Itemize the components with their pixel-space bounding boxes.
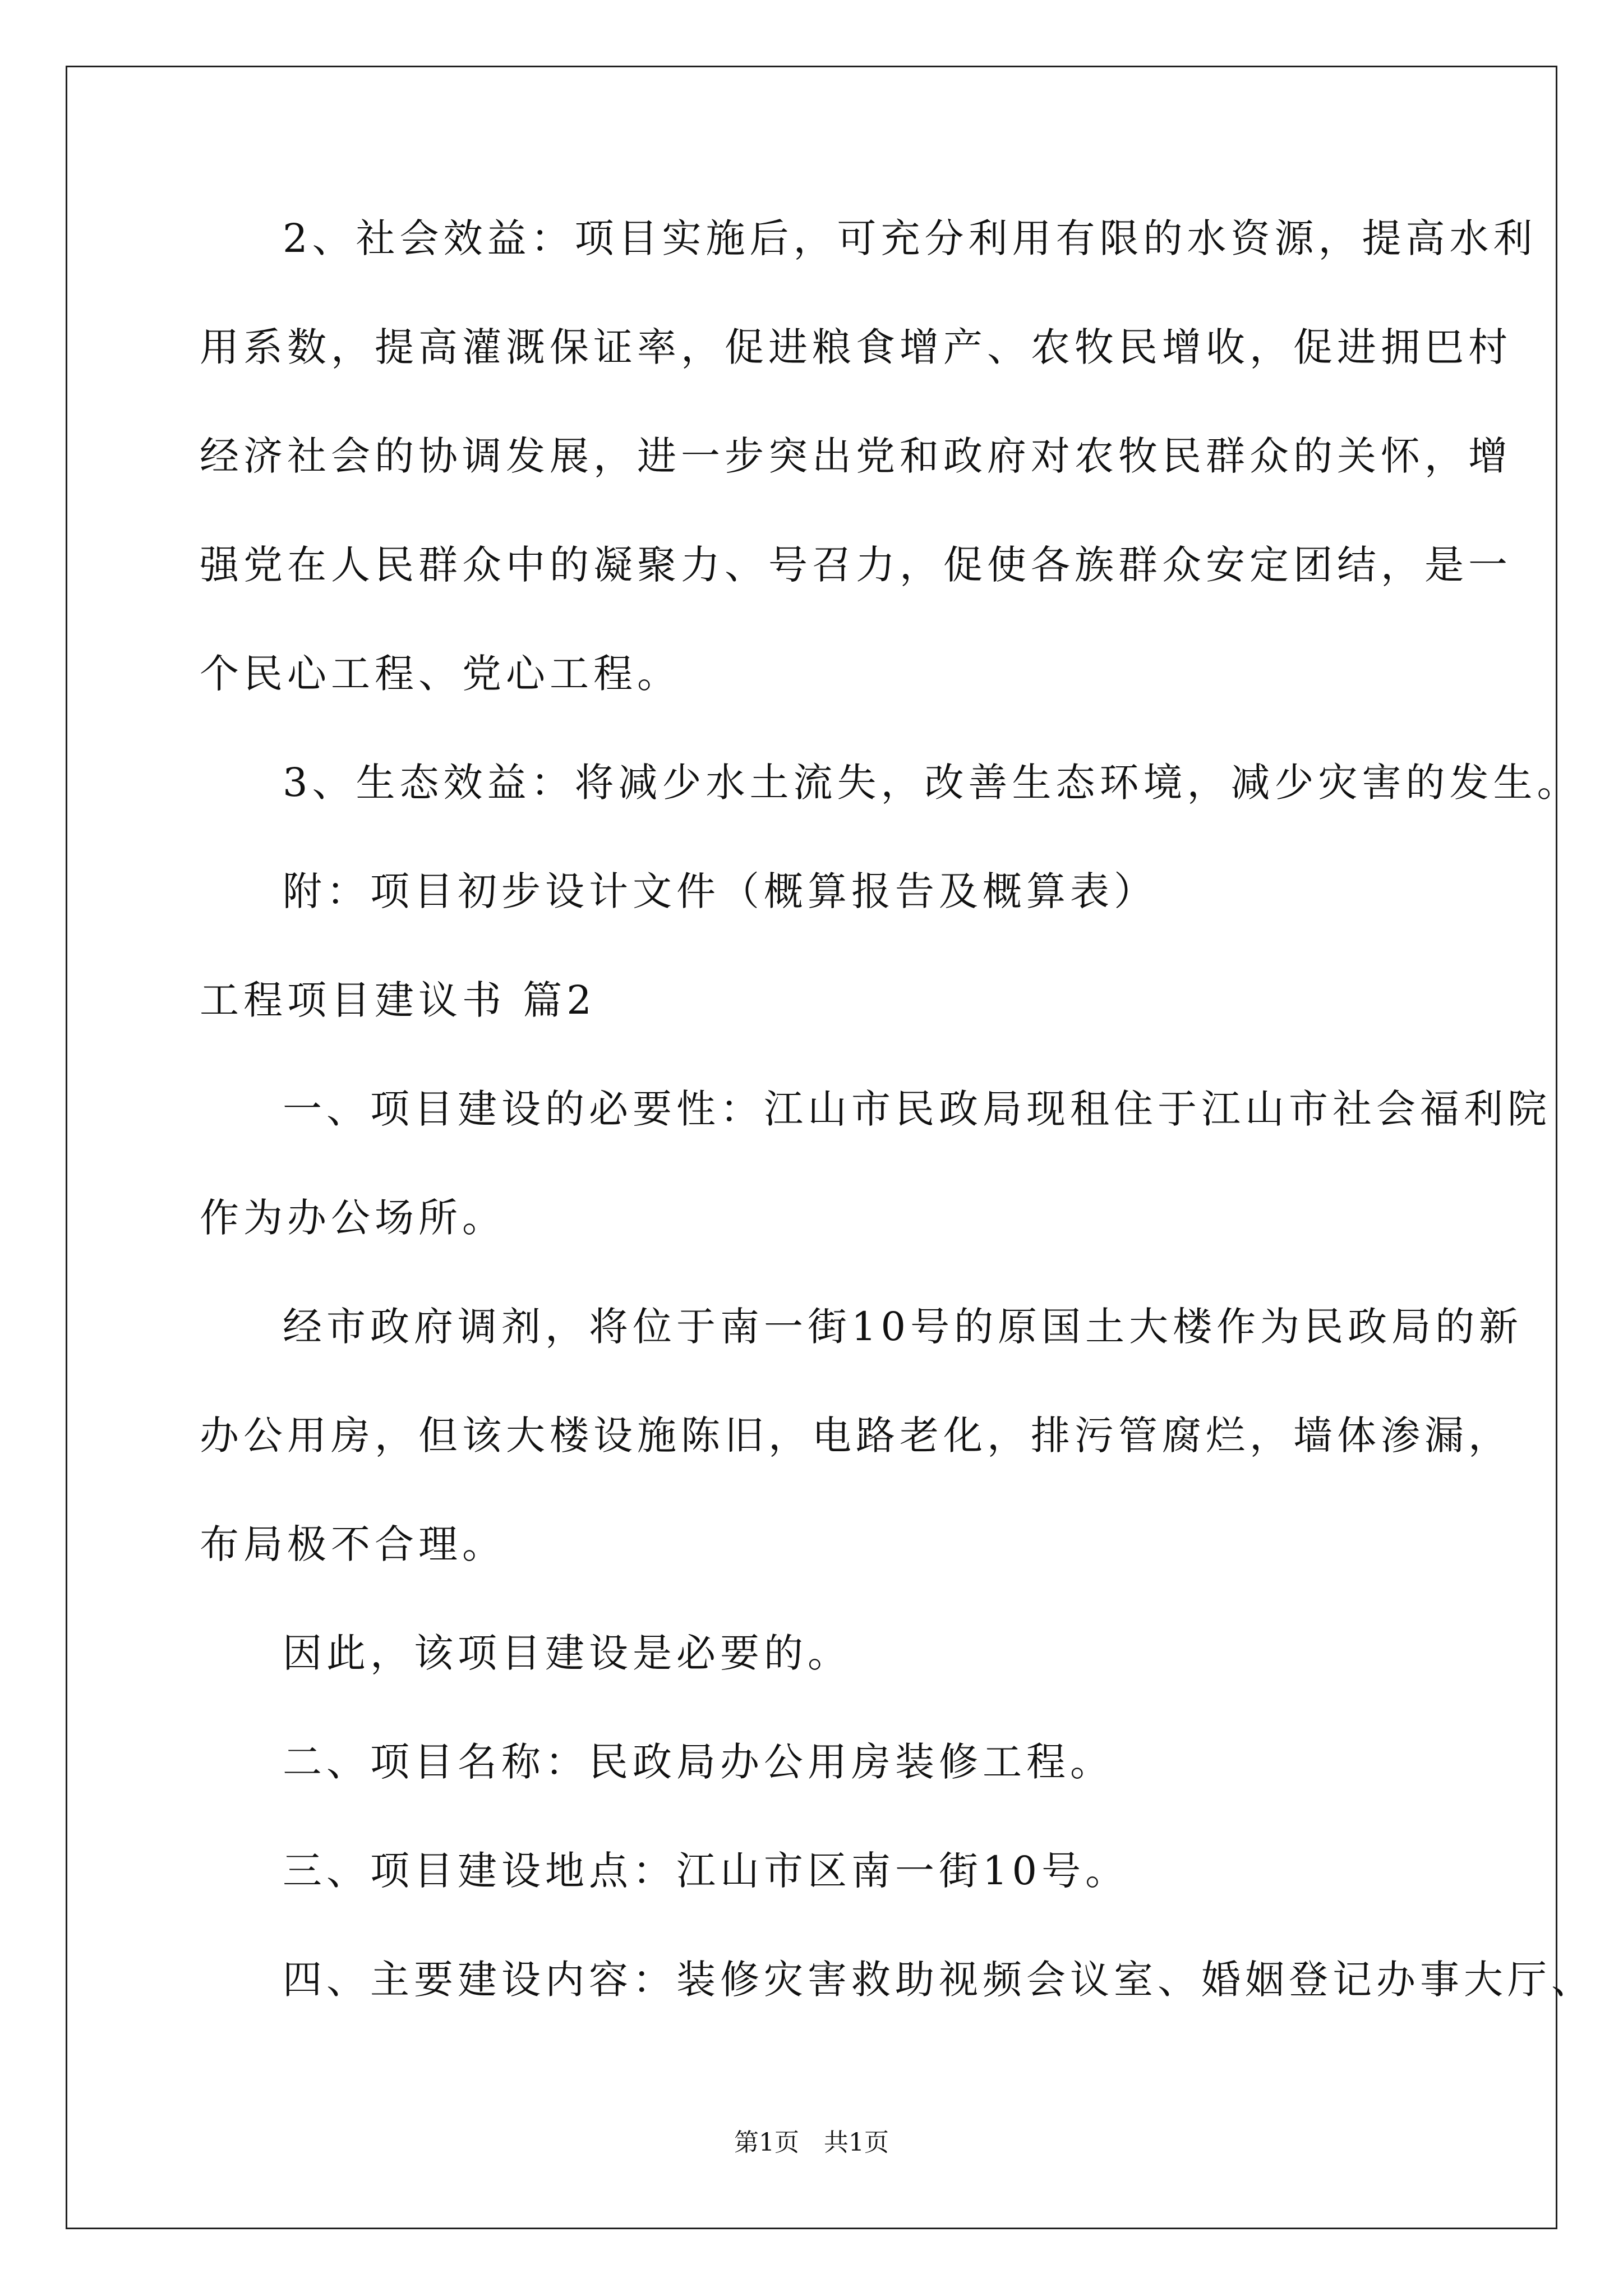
section-heading: 工程项目建议书 篇2 — [200, 977, 596, 1023]
paragraph-line: 因此，该项目建设是必要的。 — [283, 1630, 851, 1676]
paragraph-line: 作为办公场所。 — [200, 1195, 506, 1241]
paragraph-line: 3、生态效益：将减少水土流失，改善生态环境，减少灾害的发生。 — [283, 760, 1581, 806]
paragraph-line: 四、主要建设内容：装修灾害救助视频会议室、婚姻登记办事大厅、 — [283, 1957, 1595, 2003]
paragraph-line: 经市政府调剂，将位于南一街10号的原国土大楼作为民政局的新 — [283, 1304, 1523, 1350]
paragraph-line: 三、项目建设地点：江山市区南一街10号。 — [283, 1848, 1129, 1894]
paragraph-line: 2、社会效益：项目实施后，可充分利用有限的水资源，提高水利 — [283, 215, 1537, 261]
paragraph-line: 用系数，提高灌溉保证率，促进粮食增产、农牧民增收，促进拥巴村 — [200, 324, 1512, 370]
page-footer: 第1页 共1页 — [734, 2128, 889, 2157]
page-border — [66, 66, 1557, 2229]
paragraph-line: 经济社会的协调发展，进一步突出党和政府对农牧民群众的关怀，增 — [200, 433, 1512, 479]
paragraph-line: 布局极不合理。 — [200, 1521, 506, 1567]
paragraph-line: 强党在人民群众中的凝聚力、号召力，促使各族群众安定团结，是一 — [200, 542, 1512, 588]
paragraph-line: 附：项目初步设计文件（概算报告及概算表） — [283, 868, 1158, 914]
paragraph-line: 个民心工程、党心工程。 — [200, 651, 681, 697]
paragraph-line: 办公用房，但该大楼设施陈旧，电路老化，排污管腐烂，墙体渗漏， — [200, 1412, 1512, 1458]
paragraph-line: 一、项目建设的必要性：江山市民政局现租住于江山市社会福利院 — [283, 1086, 1551, 1132]
paragraph-line: 二、项目名称：民政局办公用房装修工程。 — [283, 1739, 1114, 1785]
